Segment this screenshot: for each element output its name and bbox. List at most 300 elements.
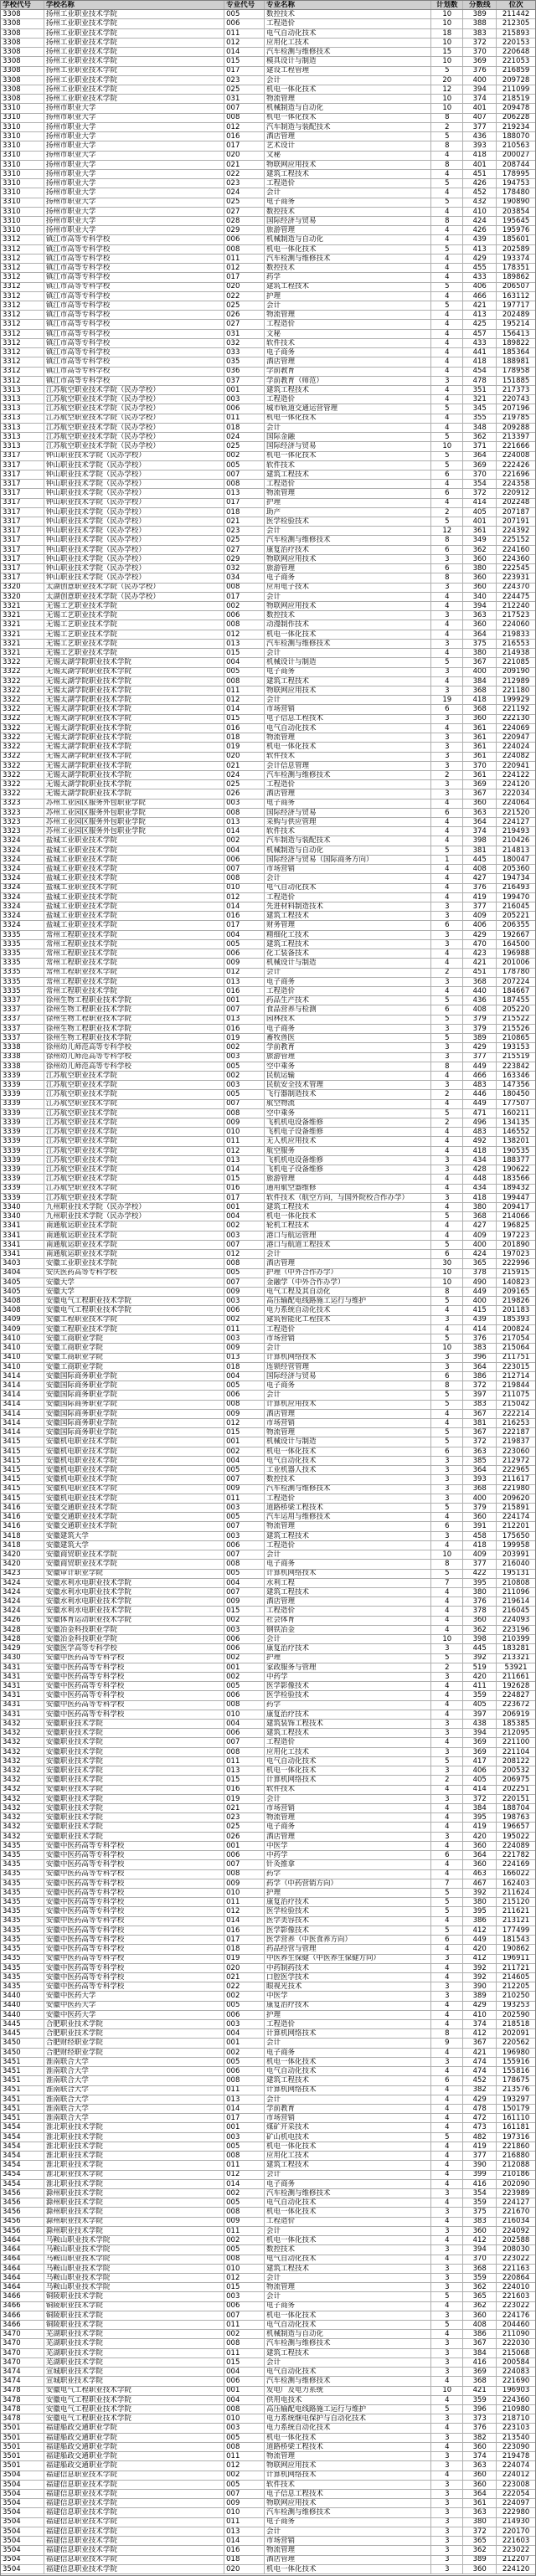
cell-plan-count: 8 bbox=[431, 573, 463, 582]
cell-major-name: 旅游管理 bbox=[265, 1175, 431, 1183]
header-plan-count: 计划数 bbox=[431, 1, 463, 9]
cell-major-name: 学前教育 bbox=[265, 368, 431, 376]
cell-rank: 219785 bbox=[502, 414, 530, 423]
cell-plan-count: 3 bbox=[431, 1316, 463, 1324]
cell-plan-count: 5 bbox=[431, 301, 463, 310]
cell-major-name: 电子商务 bbox=[265, 2180, 431, 2188]
cell-major-name: 数控技术 bbox=[265, 10, 431, 18]
cell-rank: 208122 bbox=[502, 1756, 530, 1766]
cell-school-code: 3504 bbox=[1, 2481, 44, 2489]
cell-major-name: 机械制造与自动化 bbox=[265, 104, 431, 112]
cell-school-code: 3456 bbox=[1, 2218, 44, 2226]
table-row bbox=[1, 705, 535, 714]
cell-score-line: 381 bbox=[463, 1419, 497, 1427]
cell-school-code: 3416 bbox=[1, 1504, 44, 1512]
cell-school-name: 扬州工业职业技术学院 bbox=[44, 10, 224, 18]
cell-score-line: 364 bbox=[463, 1851, 497, 1859]
cell-plan-count: 4 bbox=[431, 2161, 463, 2169]
cell-major-name: 护理 bbox=[265, 1889, 431, 1897]
cell-school-code: 3504 bbox=[1, 2499, 44, 2507]
cell-score-line: 368 bbox=[463, 1485, 497, 1494]
cell-school-code: 3339 bbox=[1, 1109, 44, 1118]
cell-score-line: 384 bbox=[463, 1804, 497, 1812]
table-row bbox=[1, 1175, 535, 1184]
table-row bbox=[1, 1221, 535, 1231]
cell-major-name: 汽车检测与维修技术 bbox=[265, 640, 431, 648]
cell-rank: 198763 bbox=[502, 1813, 530, 1823]
cell-major-name: 建筑工程技术 bbox=[265, 2161, 431, 2169]
cell-major-code: 025 bbox=[224, 85, 265, 94]
cell-major-code: 011 bbox=[224, 1757, 265, 1766]
cell-plan-count: 3 bbox=[431, 940, 463, 949]
cell-school-code: 3504 bbox=[1, 2527, 44, 2536]
cell-plan-count: 4 bbox=[431, 1804, 463, 1812]
table-row bbox=[1, 800, 535, 809]
table-row bbox=[1, 1072, 535, 1081]
cell-major-name: 物流管理 bbox=[265, 311, 431, 319]
cell-major-name: 康复治疗技术 bbox=[265, 1644, 431, 1653]
table-row bbox=[1, 67, 535, 76]
cell-school-name: 镇江市高等专科学校 bbox=[44, 273, 224, 281]
cell-score-line: 379 bbox=[463, 1025, 497, 1033]
cell-school-name: 淮北职业技术学院 bbox=[44, 2180, 224, 2188]
table-row bbox=[1, 2508, 535, 2517]
cell-rank: 185385 bbox=[502, 1720, 530, 1728]
cell-score-line: 375 bbox=[463, 640, 497, 648]
table-row bbox=[1, 1964, 535, 1973]
cell-school-name: 扬州市职业大学 bbox=[44, 104, 224, 112]
cell-major-code: 016 bbox=[224, 2546, 265, 2554]
cell-major-name: 酒店管理 bbox=[265, 357, 431, 366]
cell-major-code: 017 bbox=[224, 141, 265, 150]
cell-school-name: 钟山职业技术学院（民办学校） bbox=[44, 461, 224, 470]
table-row bbox=[1, 2424, 535, 2433]
cell-major-name: 建筑工程技术 bbox=[265, 940, 431, 949]
cell-major-code: 008 bbox=[224, 2405, 265, 2414]
cell-plan-count: 3 bbox=[431, 2527, 463, 2536]
cell-plan-count: 4 bbox=[431, 1513, 463, 1521]
cell-major-name: 会计信息管理 bbox=[265, 762, 431, 770]
cell-rank: 204460 bbox=[502, 2321, 530, 2329]
cell-score-line: 361 bbox=[463, 527, 497, 535]
cell-major-code: 011 bbox=[224, 686, 265, 695]
cell-plan-count: 2 bbox=[431, 123, 463, 131]
cell-plan-count: 2 bbox=[431, 1118, 463, 1127]
cell-school-code: 3478 bbox=[1, 2414, 44, 2423]
cell-plan-count: 10 bbox=[431, 10, 463, 18]
cell-score-line: 351 bbox=[463, 386, 497, 394]
cell-major-name: 中药学 bbox=[265, 1673, 431, 1681]
table-row bbox=[1, 1870, 535, 1879]
table-row bbox=[1, 2490, 535, 2499]
table-row bbox=[1, 2461, 535, 2471]
table-row bbox=[1, 2236, 535, 2245]
cell-major-code: 015 bbox=[224, 2358, 265, 2367]
cell-major-code: 025 bbox=[224, 536, 265, 544]
cell-school-name: 马鞍山职业技术学院 bbox=[44, 2283, 224, 2291]
cell-score-line: 433 bbox=[463, 339, 497, 347]
cell-rank: 197023 bbox=[502, 1250, 530, 1258]
cell-major-name: 计算机网络技术 bbox=[265, 1354, 431, 1362]
cell-rank: 203854 bbox=[502, 207, 530, 216]
cell-school-name: 南通航运职业技术学院 bbox=[44, 1221, 224, 1230]
cell-major-code: 006 bbox=[224, 1691, 265, 1699]
cell-rank: 147356 bbox=[502, 1081, 530, 1090]
cell-school-name: 淮南联合大学 bbox=[44, 2067, 224, 2075]
cell-rank: 222054 bbox=[502, 2489, 530, 2498]
cell-score-line: 390 bbox=[463, 1982, 497, 1991]
cell-score-line: 425 bbox=[463, 320, 497, 328]
cell-school-name: 福建信息职业技术学院 bbox=[44, 2556, 224, 2564]
cell-rank: 185601 bbox=[502, 235, 530, 244]
cell-major-code: 019 bbox=[224, 1034, 265, 1042]
table-row bbox=[1, 404, 535, 414]
cell-major-name: 数控技术 bbox=[265, 1475, 431, 1483]
cell-major-code: 004 bbox=[224, 846, 265, 855]
cell-school-code: 3338 bbox=[1, 1053, 44, 1062]
cell-rank: 211099 bbox=[502, 85, 530, 94]
cell-school-code: 3415 bbox=[1, 1457, 44, 1465]
cell-school-code: 3454 bbox=[1, 2133, 44, 2142]
cell-plan-count: 4 bbox=[431, 1410, 463, 1418]
table-row bbox=[1, 1757, 535, 1766]
cell-school-name: 江苏航空职业技术学院 bbox=[44, 1081, 224, 1089]
cell-major-code: 019 bbox=[224, 743, 265, 751]
cell-school-code: 3310 bbox=[1, 152, 44, 160]
cell-school-code: 3323 bbox=[1, 827, 44, 836]
table-row bbox=[1, 1269, 535, 1278]
cell-score-line: 452 bbox=[463, 2076, 497, 2085]
cell-school-code: 3478 bbox=[1, 2405, 44, 2414]
table-row bbox=[1, 461, 535, 470]
cell-school-name: 钟山职业技术学院（民办学校） bbox=[44, 508, 224, 517]
cell-school-code: 3405 bbox=[1, 1278, 44, 1287]
cell-rank: 178995 bbox=[502, 169, 530, 178]
cell-school-name: 常州工程职业技术学院 bbox=[44, 949, 224, 958]
cell-score-line: 360 bbox=[463, 2471, 497, 2480]
cell-score-line: 360 bbox=[463, 555, 497, 563]
cell-school-code: 3428 bbox=[1, 1626, 44, 1634]
cell-school-code: 3501 bbox=[1, 2461, 44, 2470]
cell-score-line: 360 bbox=[463, 2311, 497, 2320]
cell-major-code: 005 bbox=[224, 2434, 265, 2442]
cell-score-line: 395 bbox=[463, 1813, 497, 1822]
cell-major-name: 连锁经营管理 bbox=[265, 1363, 431, 1371]
cell-major-name: 旅游管理 bbox=[265, 564, 431, 573]
cell-school-code: 3308 bbox=[1, 39, 44, 47]
table-row bbox=[1, 1410, 535, 1419]
cell-school-code: 3414 bbox=[1, 1401, 44, 1409]
cell-school-name: 安徽国际商务职业学院 bbox=[44, 1410, 224, 1418]
cell-school-code: 3466 bbox=[1, 2321, 44, 2329]
cell-major-code: 026 bbox=[224, 789, 265, 798]
cell-major-name: 计算机应用技术 bbox=[265, 1401, 431, 1409]
table-row bbox=[1, 1926, 535, 1936]
cell-plan-count: 5 bbox=[431, 996, 463, 1005]
cell-plan-count: 4 bbox=[431, 2471, 463, 2480]
cell-major-name: 学前教育（师范） bbox=[265, 377, 431, 385]
cell-school-code: 3466 bbox=[1, 2302, 44, 2311]
cell-rank: 196988 bbox=[502, 949, 530, 958]
table-row bbox=[1, 2527, 535, 2537]
table-row bbox=[1, 2368, 535, 2377]
table-row bbox=[1, 1813, 535, 1823]
cell-major-code: 005 bbox=[224, 1062, 265, 1071]
cell-school-code: 3432 bbox=[1, 1795, 44, 1803]
cell-school-name: 安徽工程职业技术学院 bbox=[44, 1316, 224, 1324]
cell-school-code: 3408 bbox=[1, 1306, 44, 1314]
cell-major-name: 工程造价 bbox=[265, 780, 431, 789]
table-row bbox=[1, 865, 535, 874]
cell-major-code: 014 bbox=[224, 2105, 265, 2113]
table-row bbox=[1, 2105, 535, 2114]
cell-plan-count: 3 bbox=[431, 1156, 463, 1165]
cell-plan-count: 6 bbox=[431, 1005, 463, 1014]
cell-major-name: 会计 bbox=[265, 2039, 431, 2047]
table-row bbox=[1, 2189, 535, 2198]
cell-school-code: 3416 bbox=[1, 1522, 44, 1530]
cell-score-line: 364 bbox=[463, 2490, 497, 2498]
cell-score-line: 376 bbox=[463, 2424, 497, 2432]
header-major-name: 专业名称 bbox=[265, 1, 431, 9]
cell-school-name: 扬州工业职业技术学院 bbox=[44, 29, 224, 38]
table-row bbox=[1, 2208, 535, 2217]
cell-score-line: 449 bbox=[463, 1288, 497, 1296]
cell-rank: 181543 bbox=[502, 1936, 530, 1944]
cell-school-name: 安徽职业技术学院 bbox=[44, 1833, 224, 1841]
cell-school-code: 3415 bbox=[1, 1437, 44, 1446]
cell-school-name: 安徽电气工程职业技术学院 bbox=[44, 1297, 224, 1305]
cell-major-name: 中医学 bbox=[265, 1842, 431, 1850]
cell-school-name: 安徽中医药高等专科学校 bbox=[44, 1982, 224, 1991]
cell-major-code: 012 bbox=[224, 2171, 265, 2179]
cell-major-code: 012 bbox=[224, 2461, 265, 2470]
cell-plan-count: 6 bbox=[431, 546, 463, 554]
cell-rank: 214605 bbox=[502, 1972, 530, 1982]
table-row bbox=[1, 1786, 535, 1795]
cell-rank: 217523 bbox=[502, 611, 530, 620]
cell-major-code: 006 bbox=[224, 949, 265, 958]
cell-school-code: 3310 bbox=[1, 208, 44, 216]
cell-school-name: 安徽电气工程职业技术学院 bbox=[44, 2414, 224, 2423]
cell-plan-count: 4 bbox=[431, 2171, 463, 2179]
cell-school-code: 3418 bbox=[1, 1541, 44, 1550]
table-row bbox=[1, 649, 535, 658]
cell-major-code: 007 bbox=[224, 2311, 265, 2320]
cell-rank: 221666 bbox=[502, 442, 530, 451]
cell-score-line: 361 bbox=[463, 2499, 497, 2507]
cell-plan-count: 10 bbox=[431, 104, 463, 112]
cell-major-code: 026 bbox=[224, 1833, 265, 1841]
table-row bbox=[1, 2387, 535, 2396]
cell-rank: 193153 bbox=[502, 1043, 530, 1052]
cell-school-code: 3312 bbox=[1, 330, 44, 338]
cell-rank: 223022 bbox=[502, 2546, 530, 2555]
cell-major-code: 006 bbox=[224, 2067, 265, 2075]
table-row bbox=[1, 517, 535, 527]
cell-school-name: 安徽大学 bbox=[44, 1278, 224, 1287]
cell-major-code: 020 bbox=[224, 152, 265, 160]
cell-rank: 212205 bbox=[502, 1982, 530, 1992]
cell-major-code: 002 bbox=[224, 1447, 265, 1456]
table-row bbox=[1, 161, 535, 170]
cell-plan-count: 4 bbox=[431, 480, 463, 488]
table-row bbox=[1, 1879, 535, 1889]
cell-score-line: 420 bbox=[463, 1673, 497, 1681]
cell-plan-count: 3 bbox=[431, 1025, 463, 1033]
cell-school-code: 3335 bbox=[1, 969, 44, 977]
cell-school-name: 安徽工商职业学院 bbox=[44, 1344, 224, 1352]
cell-major-code: 008 bbox=[224, 1701, 265, 1710]
cell-major-name: 电子商务 bbox=[265, 198, 431, 207]
cell-rank: 194753 bbox=[502, 179, 530, 188]
cell-school-name: 安徽中医药高等专科学校 bbox=[44, 1955, 224, 1963]
cell-major-name: 电气自动化技术 bbox=[265, 2255, 431, 2264]
cell-plan-count: 4 bbox=[431, 2198, 463, 2207]
table-row bbox=[1, 1936, 535, 1945]
cell-rank: 193297 bbox=[502, 2095, 530, 2104]
cell-rank: 215522 bbox=[502, 1015, 530, 1024]
cell-major-name: 工程造价 bbox=[265, 1541, 431, 1550]
table-row bbox=[1, 2434, 535, 2443]
cell-score-line: 359 bbox=[463, 2198, 497, 2207]
cell-school-name: 安徽冶金科技职业学院 bbox=[44, 1626, 224, 1634]
cell-rank: 212240 bbox=[502, 602, 530, 610]
cell-plan-count: 4 bbox=[431, 2095, 463, 2104]
cell-major-code: 006 bbox=[224, 2377, 265, 2385]
cell-plan-count: 4 bbox=[431, 949, 463, 958]
cell-major-name: 软件技术（航空方向，与国外院校合作办学） bbox=[265, 1194, 431, 1202]
cell-plan-count: 4 bbox=[431, 1813, 463, 1822]
cell-score-line: 418 bbox=[463, 1541, 497, 1550]
cell-school-code: 3451 bbox=[1, 2114, 44, 2122]
cell-school-code: 3335 bbox=[1, 959, 44, 967]
cell-school-name: 安徽工商职业学院 bbox=[44, 1354, 224, 1362]
cell-score-line: 391 bbox=[463, 1522, 497, 1530]
cell-major-name: 数控技术 bbox=[265, 264, 431, 272]
cell-plan-count: 4 bbox=[431, 235, 463, 244]
cell-rank: 193253 bbox=[502, 2001, 530, 2010]
cell-school-code: 3414 bbox=[1, 1428, 44, 1437]
cell-school-code: 3435 bbox=[1, 1926, 44, 1935]
cell-school-code: 3435 bbox=[1, 1964, 44, 1972]
cell-school-name: 无锡工艺职业技术学院 bbox=[44, 611, 224, 620]
cell-school-code: 3317 bbox=[1, 546, 44, 554]
cell-score-line: 470 bbox=[463, 940, 497, 949]
table-row bbox=[1, 198, 535, 208]
cell-school-code: 3320 bbox=[1, 593, 44, 601]
cell-major-code: 013 bbox=[224, 818, 265, 826]
table-row bbox=[1, 686, 535, 696]
table-row bbox=[1, 1579, 535, 1588]
header-score-line: 分数线 bbox=[463, 1, 497, 9]
cell-score-line: 413 bbox=[463, 245, 497, 254]
cell-score-line: 409 bbox=[463, 1550, 497, 1559]
cell-plan-count: 4 bbox=[431, 1607, 463, 1615]
cell-plan-count: 4 bbox=[431, 2002, 463, 2010]
cell-school-name: 盐城工业职业技术学院 bbox=[44, 893, 224, 902]
cell-school-name: 安徽水利水电职业技术学院 bbox=[44, 1597, 224, 1606]
cell-rank: 220941 bbox=[502, 761, 530, 770]
cell-school-code: 3310 bbox=[1, 198, 44, 207]
cell-school-name: 福建船政交通职业学院 bbox=[44, 2452, 224, 2460]
table-row bbox=[1, 2067, 535, 2076]
cell-score-line: 355 bbox=[463, 414, 497, 423]
cell-school-name: 九州职业技术学院（民办学校） bbox=[44, 1212, 224, 1221]
cell-plan-count: 4 bbox=[431, 255, 463, 263]
cell-rank: 223060 bbox=[502, 1447, 530, 1456]
cell-rank: 210563 bbox=[502, 141, 530, 151]
cell-major-name: 中医学 bbox=[265, 1992, 431, 2000]
cell-rank: 184667 bbox=[502, 986, 530, 995]
cell-major-name: 旅游管理 bbox=[265, 1053, 431, 1062]
table-row bbox=[1, 179, 535, 188]
cell-major-name: 电子商务 bbox=[265, 2049, 431, 2057]
cell-major-name: 港口与航运管理 bbox=[265, 1231, 431, 1240]
cell-school-code: 3466 bbox=[1, 2292, 44, 2301]
table-row bbox=[1, 10, 535, 19]
cell-score-line: 478 bbox=[463, 2105, 497, 2113]
cell-major-code: 003 bbox=[224, 2020, 265, 2028]
cell-score-line: 406 bbox=[463, 1766, 497, 1775]
cell-major-code: 003 bbox=[224, 1231, 265, 1240]
cell-major-code: 022 bbox=[224, 292, 265, 301]
cell-major-code: 001 bbox=[224, 1842, 265, 1850]
cell-plan-count: 4 bbox=[431, 1917, 463, 1926]
cell-plan-count: 3 bbox=[431, 555, 463, 563]
cell-rank: 224089 bbox=[502, 1841, 530, 1850]
cell-school-code: 3308 bbox=[1, 76, 44, 85]
cell-rank: 178675 bbox=[502, 2076, 530, 2085]
cell-rank: 223989 bbox=[502, 2188, 530, 2198]
cell-score-line: 386 bbox=[463, 1917, 497, 1926]
cell-rank: 213540 bbox=[502, 2433, 530, 2442]
cell-major-code: 002 bbox=[224, 1617, 265, 1625]
cell-school-code: 3339 bbox=[1, 1165, 44, 1174]
cell-major-code: 024 bbox=[224, 771, 265, 779]
cell-score-line: 463 bbox=[463, 1870, 497, 1879]
cell-plan-count: 8 bbox=[431, 1560, 463, 1568]
cell-major-code: 002 bbox=[224, 1654, 265, 1663]
table-row bbox=[1, 555, 535, 564]
cell-major-code: 016 bbox=[224, 987, 265, 995]
cell-major-code: 002 bbox=[224, 1221, 265, 1230]
cell-major-name: 工程造价 bbox=[265, 1607, 431, 1615]
cell-rank: 207187 bbox=[502, 507, 530, 517]
cell-school-code: 3339 bbox=[1, 1137, 44, 1145]
cell-score-line: 360 bbox=[463, 2227, 497, 2235]
cell-major-name: 机械设计与制造 bbox=[265, 1437, 431, 1446]
cell-major-name: 学前教育 bbox=[265, 1043, 431, 1051]
cell-major-name: 会计 bbox=[265, 1635, 431, 1643]
cell-plan-count: 4 bbox=[431, 1860, 463, 1869]
cell-major-name: 软件技术 bbox=[265, 339, 431, 347]
cell-school-name: 安徽交通职业技术学院 bbox=[44, 1504, 224, 1512]
cell-school-name: 安徽中医药大学 bbox=[44, 1992, 224, 2000]
table-row bbox=[1, 85, 535, 95]
cell-rank: 223008 bbox=[502, 2480, 530, 2489]
cell-rank: 212207 bbox=[502, 2555, 530, 2564]
cell-rank: 185364 bbox=[502, 348, 530, 357]
cell-score-line: 467 bbox=[463, 1879, 497, 1888]
cell-school-name: 扬州市职业大学 bbox=[44, 123, 224, 131]
cell-major-code: 013 bbox=[224, 1156, 265, 1165]
cell-plan-count: 5 bbox=[431, 1757, 463, 1766]
cell-school-code: 3335 bbox=[1, 978, 44, 986]
cell-rank: 210399 bbox=[502, 1635, 530, 1643]
cell-major-code: 014 bbox=[224, 2537, 265, 2545]
cell-school-code: 3321 bbox=[1, 602, 44, 610]
